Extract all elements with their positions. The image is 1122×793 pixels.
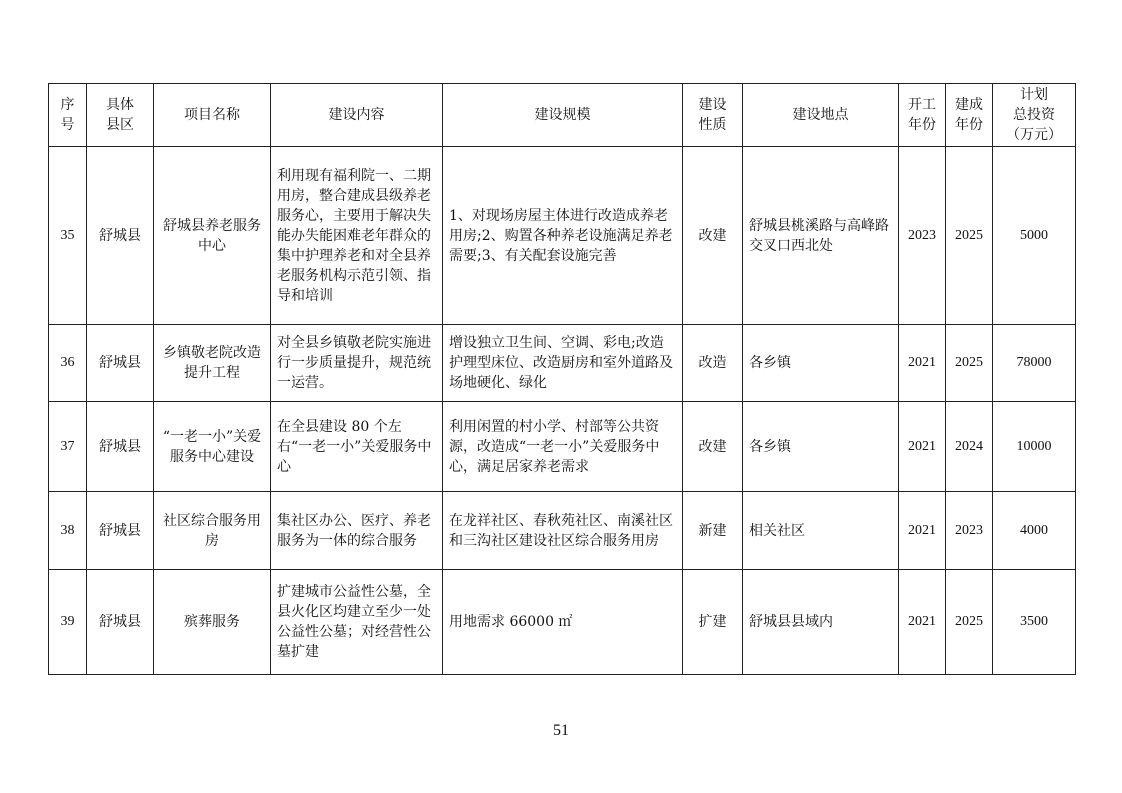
cell-investment: 4000 <box>993 492 1076 570</box>
cell-project-name: 社区综合服务用房 <box>154 492 271 570</box>
cell-county: 舒城县 <box>87 402 154 492</box>
cell-end-year: 2023 <box>946 492 993 570</box>
cell-nature: 扩建 <box>683 570 743 675</box>
cell-content: 集社区办公、医疗、养老服务为一体的综合服务 <box>271 492 443 570</box>
cell-start-year: 2021 <box>899 402 946 492</box>
header-start-year: 开工 年份 <box>899 84 946 147</box>
cell-county: 舒城县 <box>87 492 154 570</box>
cell-nature: 改建 <box>683 147 743 325</box>
cell-seq: 36 <box>49 325 87 402</box>
table-row <box>49 570 1076 675</box>
cell-project-name: 舒城县养老服务中心 <box>154 147 271 325</box>
cell-county: 舒城县 <box>87 325 154 402</box>
header-scale: 建设规模 <box>443 84 683 147</box>
header-county: 具体 县区 <box>87 84 154 147</box>
header-nature: 建设 性质 <box>683 84 743 147</box>
cell-location: 相关社区 <box>743 492 899 570</box>
header-row <box>49 84 1076 147</box>
cell-scale: 1、对现场房屋主体进行改造成养老用房;2、购置各种养老设施满足养老需要;3、有关配套设施完善 <box>443 147 683 325</box>
cell-start-year: 2023 <box>899 147 946 325</box>
table-row <box>49 402 1076 492</box>
project-table <box>48 83 1076 675</box>
cell-investment: 10000 <box>993 402 1076 492</box>
cell-location: 舒城县县域内 <box>743 570 899 675</box>
header-end-year: 建成 年份 <box>946 84 993 147</box>
page-number: 51 <box>553 722 569 739</box>
header-seq: 序 号 <box>49 84 87 147</box>
cell-end-year: 2025 <box>946 570 993 675</box>
cell-seq: 35 <box>49 147 87 325</box>
cell-seq: 37 <box>49 402 87 492</box>
cell-end-year: 2024 <box>946 402 993 492</box>
cell-project-name: “一老一小”关爱服务中心建设 <box>154 402 271 492</box>
cell-start-year: 2021 <box>899 325 946 402</box>
cell-content: 扩建城市公益性公墓，全县火化区均建立至少一处公益性公墓；对经营性公墓扩建 <box>271 570 443 675</box>
cell-project-name: 乡镇敬老院改造提升工程 <box>154 325 271 402</box>
cell-content: 利用现有福利院一、二期用房，整合建成县级养老服务心，主要用于解决失能办失能困难老年群众的集中护理养老和对全县养老服务机构示范引领、指导和培训 <box>271 147 443 325</box>
cell-seq: 39 <box>49 570 87 675</box>
table-row <box>49 325 1076 402</box>
table-row <box>49 147 1076 325</box>
header-location: 建设地点 <box>743 84 899 147</box>
cell-end-year: 2025 <box>946 147 993 325</box>
cell-start-year: 2021 <box>899 492 946 570</box>
header-project-name: 项目名称 <box>154 84 271 147</box>
table-body <box>49 147 1076 675</box>
header-content: 建设内容 <box>271 84 443 147</box>
cell-investment: 3500 <box>993 570 1076 675</box>
cell-investment: 5000 <box>993 147 1076 325</box>
cell-location: 各乡镇 <box>743 325 899 402</box>
cell-nature: 改建 <box>683 402 743 492</box>
header-investment: 计划 总投资 （万元） <box>993 84 1076 147</box>
cell-scale: 用地需求 66000 ㎡ <box>443 570 683 675</box>
cell-scale: 利用闲置的村小学、村部等公共资源，改造成“一老一小”关爱服务中心，满足居家养老需求 <box>443 402 683 492</box>
cell-investment: 78000 <box>993 325 1076 402</box>
cell-county: 舒城县 <box>87 147 154 325</box>
cell-end-year: 2025 <box>946 325 993 402</box>
cell-county: 舒城县 <box>87 570 154 675</box>
cell-start-year: 2021 <box>899 570 946 675</box>
cell-nature: 新建 <box>683 492 743 570</box>
cell-nature: 改造 <box>683 325 743 402</box>
cell-seq: 38 <box>49 492 87 570</box>
cell-content: 对全县乡镇敬老院实施进行一步质量提升，规范统一运营。 <box>271 325 443 402</box>
cell-scale: 增设独立卫生间、空调、彩电;改造护理型床位、改造厨房和室外道路及场地硬化、绿化 <box>443 325 683 402</box>
cell-project-name: 殡葬服务 <box>154 570 271 675</box>
cell-location: 舒城县桃溪路与高峰路交叉口西北处 <box>743 147 899 325</box>
table-header <box>49 84 1076 147</box>
cell-location: 各乡镇 <box>743 402 899 492</box>
cell-content: 在全县建设 80 个左右“一老一小”关爱服务中心 <box>271 402 443 492</box>
cell-scale: 在龙祥社区、春秋苑社区、南溪社区和三沟社区建设社区综合服务用房 <box>443 492 683 570</box>
table-row <box>49 492 1076 570</box>
